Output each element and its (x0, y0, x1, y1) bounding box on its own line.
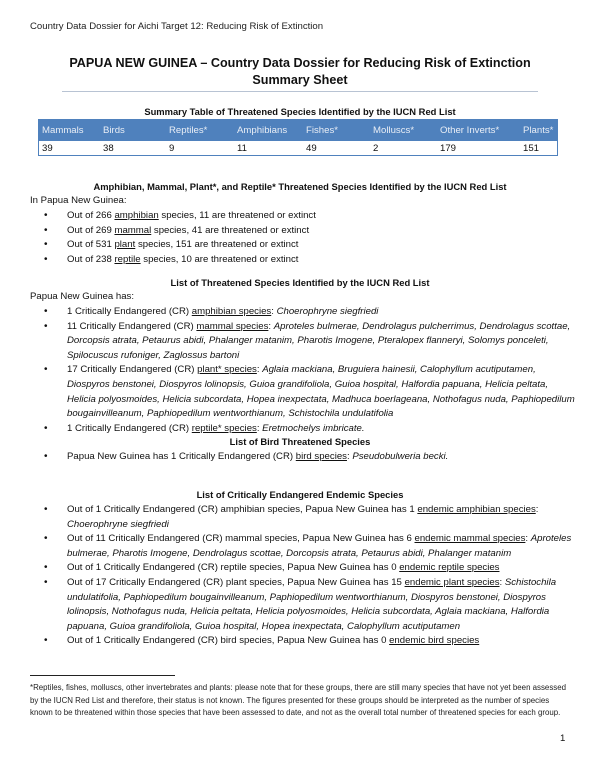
species-names: Choerophryne siegfriedi (67, 518, 169, 530)
list-item: • 11 Critically Endangered (CR) mammal species: Aproteles bulmerae, Dendrolagus pulcherrimus, Dendrolagus scottae, Dorcopsis atrata, Petaurus abidi, Phalanger matanim, Pharotis Imogene, Pteralopex flanneryi, Solomys ponceleti, Spilocuscus rufoniger, Zaglossus bartoni (30, 320, 575, 364)
value-reptiles: 9 (166, 141, 234, 156)
threatened-list-heading: List of Threatened Species Identified by the IUCN Red List (170, 277, 430, 288)
list-item: • Out of 266 amphibian species, 11 are threatened or extinct (30, 209, 575, 224)
column-header-other-inverts: Other Inverts* (437, 120, 520, 141)
value-mammals: 39 (39, 141, 101, 156)
endemic-plant-link[interactable]: endemic plant species (404, 576, 500, 588)
counts-intro: In Papua New Guinea: (30, 195, 127, 206)
bird-species-link[interactable]: bird species (295, 451, 347, 462)
title-divider (62, 91, 538, 92)
reptile-species-link[interactable]: reptile* species (191, 422, 257, 434)
counts-section-heading: Amphibian, Mammal, Plant*, and Reptile* Threatened Species Identified by the IUCN Red List (93, 181, 507, 192)
mammal-link[interactable]: mammal (114, 224, 152, 236)
counts-list (30, 209, 575, 267)
page-number: 1 (560, 733, 566, 744)
list-item: • 17 Critically Endangered (CR) plant* species: Aglaia mackiana, Bruguiera hainesii, Calophyllum acutiputamen, Diospyros benstonei, Diospyros lolinopsis, Guioa grandifoliola, Guioa hospital, Halfordia papuana, Helicia peltata, Helicia polyosmoides, Helicia subcordata, Hopea inexpectata, Madhuca boerlageana, Nothofagus nuda, Paphiopedilum bougainvilleanum, Paphiopedilum wentworthianum, Schistochila undulatifolia (30, 363, 575, 421)
value-birds: 38 (100, 141, 166, 156)
plant-link[interactable]: plant (114, 239, 136, 251)
amphibian-species-link[interactable]: amphibian species (191, 306, 272, 317)
species-names: Aproteles bulmerae, Pharotis Imogene, Dendrolagus scottae, Dorcopsis atrata, Petaurus abidi, Phalanger matanim (67, 533, 572, 559)
value-fishes: 49 (303, 141, 370, 156)
column-header-birds: Birds (100, 120, 166, 141)
summary-table-heading: Summary Table of Threatened Species Identified by the IUCN Red List (144, 106, 456, 117)
species-names: Pseudobulweria becki. (352, 451, 449, 462)
species-names: Eretmochelys imbricate. (262, 422, 365, 434)
list-item: • Out of 1 Critically Endangered (CR) amphibian species, Papua New Guinea has 1 endemic amphibian species: Choerophryne siegfriedi (30, 503, 575, 532)
threatened-list (30, 305, 575, 436)
endemic-mammal-link[interactable]: endemic mammal species (414, 533, 526, 545)
value-plants: 151 (520, 141, 558, 156)
bird-list (30, 450, 575, 465)
column-header-plants: Plants* (520, 120, 558, 141)
page-title (0, 55, 600, 89)
list-item: • 1 Critically Endangered (CR) amphibian species: Choerophryne siegfriedi (30, 305, 575, 320)
list-item: • Out of 238 reptile species, 10 are threatened or extinct (30, 253, 575, 268)
page-title-line-2: Summary Sheet (252, 73, 348, 87)
list-item: • Out of 269 mammal species, 41 are threatened or extinct (30, 224, 575, 239)
column-header-mammals: Mammals (39, 120, 101, 141)
list-item: • Out of 11 Critically Endangered (CR) mammal species, Papua New Guinea has 6 endemic mammal species: Aproteles bulmerae, Pharotis Imogene, Dendrolagus scottae, Dorcopsis atrata, Petaurus abidi, Phalanger matanim (30, 532, 575, 561)
endemic-section-heading: List of Critically Endangered Endemic Species (196, 489, 404, 500)
summary-table-header-row (39, 120, 558, 141)
species-names: Schistochila undulatifolia, Paphiopedilum bougainvilleanum, Paphiopedilum wentworthianum, Diospyros benstonei, Diospyros lolinopsis, Nothofagus nuda, Helicia peltata, Helicia polyosmoides, Helicia subcordata, Aglaia mackiana, Halfordia papuana, Guioa grandifoliola, Guioa hospital, Hopea inexpectata, Calophyllum acutiputamen (67, 576, 557, 632)
value-amphibians: 11 (234, 141, 303, 156)
bird-section-heading: List of Bird Threatened Species (229, 436, 371, 447)
list-item: • Out of 1 Critically Endangered (CR) reptile species, Papua New Guinea has 0 endemic reptile species (30, 561, 575, 576)
amphibian-link[interactable]: amphibian (114, 210, 159, 221)
species-names: Aglaia mackiana, Bruguiera hainesii, Calophyllum acutiputamen, Diospyros benstonei, Diospyros lolinopsis, Guioa grandifoliola, Guioa hospital, Halfordia papuana, Helicia peltata, Helicia polyosmoides, Helicia subcordata, Hopea inexpectata, Madhuca boerlageana, Nothofagus nuda, Paphiopedilum bougainvilleanum, Paphiopedilum wentworthianum, Schistochila undulatifolia (67, 364, 575, 420)
value-molluscs: 2 (370, 141, 437, 156)
species-names: Choerophryne siegfriedi (276, 306, 379, 317)
list-item: • Papua New Guinea has 1 Critically Endangered (CR) bird species: Pseudobulweria becki. (30, 450, 575, 465)
mammal-species-link[interactable]: mammal species (196, 320, 269, 332)
list-item: • Out of 1 Critically Endangered (CR) bird species, Papua New Guinea has 0 endemic bird species (30, 634, 575, 649)
page-title-line-1: PAPUA NEW GUINEA – Country Data Dossier for Reducing Risk of Extinction (69, 56, 531, 70)
threatened-list-intro: Papua New Guinea has: (30, 291, 134, 302)
value-other-inverts: 179 (437, 141, 520, 156)
summary-table (38, 119, 558, 156)
footnote-separator (30, 675, 175, 676)
plant-species-link[interactable]: plant* species (197, 364, 257, 376)
list-item: • 1 Critically Endangered (CR) reptile* species: Eretmochelys imbricate. (30, 422, 575, 437)
endemic-reptile-link[interactable]: endemic reptile species (399, 562, 500, 574)
column-header-amphibians: Amphibians (234, 120, 303, 141)
list-item: • Out of 531 plant species, 151 are threatened or extinct (30, 238, 575, 253)
column-header-fishes: Fishes* (303, 120, 370, 141)
species-names: Aproteles bulmerae, Dendrolagus pulcherrimus, Dendrolagus scottae, Dorcopsis atrata, Petaurus abidi, Phalanger matanim, Pharotis Imogene, Pteralopex flanneryi, Solomys ponceleti, Spilocuscus rufoniger, Zaglossus bartoni (67, 320, 571, 361)
summary-table-data-row (39, 141, 558, 156)
column-header-molluscs: Molluscs* (370, 120, 437, 141)
endemic-list (30, 503, 575, 649)
running-header: Country Data Dossier for Aichi Target 12: Reducing Risk of Extinction (30, 21, 324, 32)
list-item: • Out of 17 Critically Endangered (CR) plant species, Papua New Guinea has 15 endemic plant species: Schistochila undulatifolia, Paphiopedilum bougainvilleanum, Paphiopedilum wentworthianum, Diospyros benstonei, Diospyros lolinopsis, Nothofagus nuda, Helicia peltata, Helicia polyosmoides, Helicia subcordata, Aglaia mackiana, Halfordia papuana, Guioa grandifoliola, Guioa hospital, Hopea inexpectata, Calophyllum acutiputamen (30, 576, 575, 634)
reptile-link[interactable]: reptile (114, 253, 141, 265)
column-header-reptiles: Reptiles* (166, 120, 234, 141)
endemic-amphibian-link[interactable]: endemic amphibian species (417, 504, 536, 515)
footnote: *Reptiles, fishes, molluscs, other invertebrates and plants: please note that for these groups, there are still many species that have not yet been assessed by the IUCN Red List and therefore, their status is not known. The figures presented for these groups should be interpreted as the number of species known to be threatened within those species that have been assessed to date, and not as the overall total number of threatened species for each group. (30, 683, 566, 718)
endemic-bird-link[interactable]: endemic bird species (389, 635, 480, 647)
